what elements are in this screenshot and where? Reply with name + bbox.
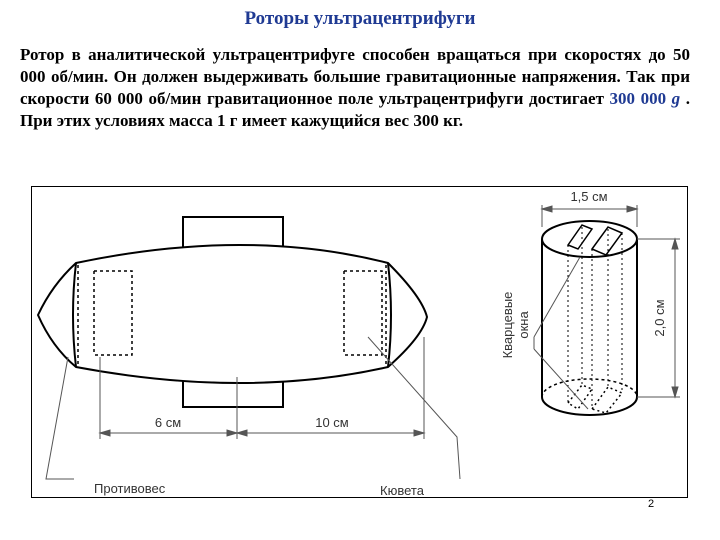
cuvette-drawing: [542, 221, 637, 415]
dim-text-left: 6 см: [154, 415, 182, 430]
paragraph-text-1: Ротор в аналитической ультрацентрифуге способен вращаться при скоростях до 50 000 об/мин. Он должен выдерживать большие гравитационные напряжения. Так при скорости 60 000 об/мин гравитационное поле ультрацентрифуги достигает: [20, 45, 690, 108]
leader-windows-1: [534, 257, 580, 337]
slide-title: Роторы ультрацентрифуги: [244, 8, 476, 29]
label-windows-line2: окна: [516, 311, 531, 339]
leader-counterweight: [46, 357, 74, 479]
highlight-value: 300 000: [609, 89, 667, 108]
label-cuvette: Кювета: [380, 483, 424, 497]
body-paragraph: [20, 44, 690, 132]
label-windows-line1: Кварцевые: [500, 291, 515, 359]
dim-text-height: 2,0 см: [652, 299, 667, 337]
paragraph-text-2: . При этих условиях масса 1 г имеет кажущийся вес 300 кг.: [20, 89, 690, 130]
rotor-drawing: [38, 217, 427, 407]
label-counterweight: Противовес: [94, 481, 166, 496]
rotor-body: [38, 245, 427, 383]
dim-text-width: 1,5 см: [570, 189, 608, 204]
page-number: 2: [648, 498, 655, 510]
rotor-diagram-svg: [32, 187, 687, 497]
dim-text-right: 10 см: [315, 415, 349, 430]
cuvette-top: [542, 221, 637, 257]
rotor-figure: [31, 186, 688, 498]
highlight-unit: g: [671, 89, 681, 108]
cuvette-bottom: [542, 397, 637, 415]
